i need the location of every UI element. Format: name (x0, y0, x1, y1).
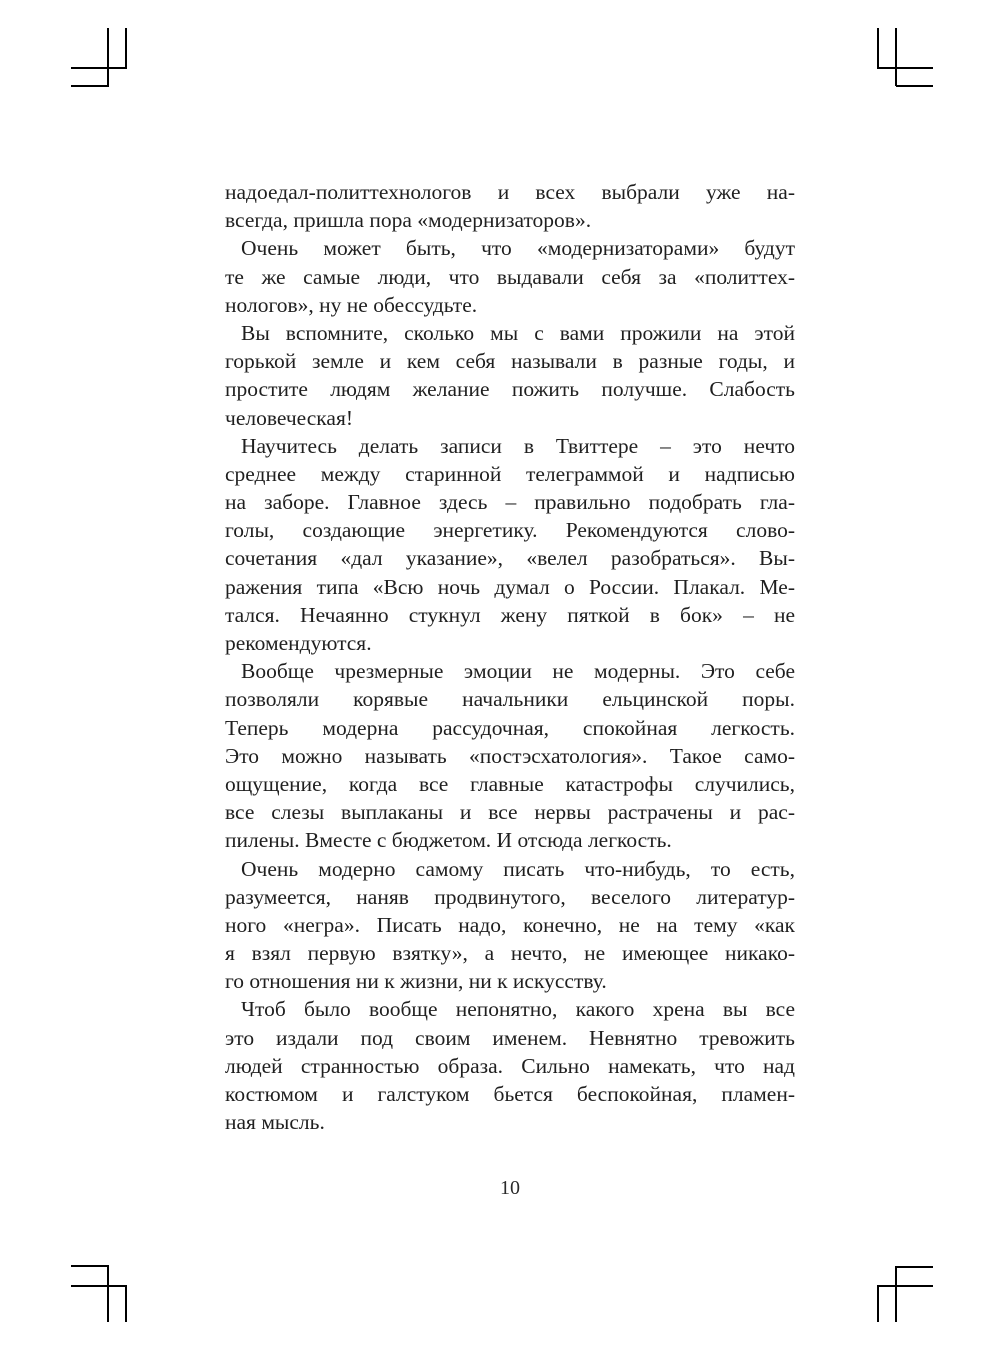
crop-mark-line (71, 1265, 109, 1267)
crop-mark-line (107, 28, 109, 86)
text-line: тался. Нечаянно стукнул жену пяткой в бок» – не (225, 602, 795, 627)
text-line: человеческая! (225, 405, 354, 430)
text-line: на заборе. Главное здесь – правильно подобрать гла- (225, 490, 795, 515)
crop-mark-line (877, 28, 879, 68)
crop-mark-line (125, 28, 127, 68)
paragraph (225, 657, 795, 854)
text-line: ная мысль. (225, 1110, 325, 1135)
text-line: голы, создающие энергетику. Рекомендуются слово- (225, 518, 795, 543)
paragraph (225, 234, 795, 319)
text-line: пилены. Вместе с бюджетом. И отсюда легкость. (225, 828, 672, 853)
crop-mark-line (895, 28, 897, 86)
text-line: людей странностью образа. Сильно намекать, что над (225, 1053, 795, 1078)
text-line: Очень модерно самому писать что-нибудь, то есть, (241, 856, 795, 881)
paragraph (225, 432, 795, 658)
text-line: ощущение, когда все главные катастрофы случились, (225, 771, 795, 796)
text-line: костюмом и галстуком бьется беспокойная, пламен- (225, 1082, 795, 1106)
text-line: го отношения ни к жизни, ни к искусству. (225, 969, 607, 994)
crop-mark-line (71, 85, 109, 87)
crop-mark-line (877, 67, 933, 69)
text-line: нологов», ну не обессудьте. (225, 292, 478, 317)
text-line: рекомендуются. (225, 631, 372, 655)
text-line: разумеется, наняв продвинутого, веселого литератур- (225, 884, 795, 909)
page-number: 10 (500, 1177, 520, 1199)
crop-mark-line (71, 1285, 127, 1287)
text-line: среднее между старинной телеграммой и надписью (225, 461, 795, 486)
crop-mark-line (125, 1285, 127, 1322)
text-line: те же самые люди, что выдавали себя за «политтех- (225, 264, 795, 289)
crop-mark-line (896, 85, 933, 87)
text-line: надоедал-политтехнологов и всех выбрали уже на- (225, 180, 795, 204)
crop-mark-line (877, 1285, 879, 1322)
crop-mark-line (896, 1266, 933, 1268)
text-block (225, 178, 795, 1136)
paragraph (225, 855, 795, 996)
crop-mark-line (895, 1266, 897, 1322)
text-line: все слезы выплаканы и все нервы растрачены и рас- (225, 800, 795, 825)
text-line: Научитесь делать записи в Твиттере – это нечто (241, 433, 795, 458)
paragraph (225, 319, 795, 432)
text-line: Теперь модерна рассудочная, спокойная легкость. (225, 715, 795, 740)
text-line: ного «негра». Писать надо, конечно, не на тему «как (225, 912, 795, 937)
paragraph (225, 178, 795, 234)
text-line: Чтоб было вообще непонятно, какого хрена вы все (241, 997, 795, 1022)
text-line: простите людям желание пожить получше. Слабость (225, 377, 795, 402)
text-line: Это можно называть «постэсхатология». Такое само- (225, 743, 795, 768)
text-line: это издали под своим именем. Невнятно тревожить (225, 1025, 795, 1050)
text-line: всегда, пришла пора «модернизаторов». (225, 208, 592, 233)
text-line: я взял первую взятку», а нечто, не имеющее никако- (225, 941, 795, 966)
text-line: позволяли корявые начальники ельцинской поры. (225, 687, 795, 712)
paragraph (225, 995, 795, 1136)
text-line: горькой земле и кем себя называли в разные годы, и (225, 349, 795, 374)
crop-mark-line (107, 1265, 109, 1322)
text-line: сочетания «дал указание», «велел разобраться». Вы- (225, 546, 795, 571)
text-line: Вообще чрезмерные эмоции не модерны. Это себе (241, 659, 795, 684)
text-line: Очень может быть, что «модернизаторами» будут (241, 236, 795, 261)
text-line: ражения типа «Всю ночь думал о России. Плакал. Ме- (225, 574, 795, 599)
crop-mark-line (877, 1285, 933, 1287)
text-line: Вы вспомните, сколько мы с вами прожили на этой (241, 320, 795, 345)
crop-mark-line (71, 67, 127, 69)
